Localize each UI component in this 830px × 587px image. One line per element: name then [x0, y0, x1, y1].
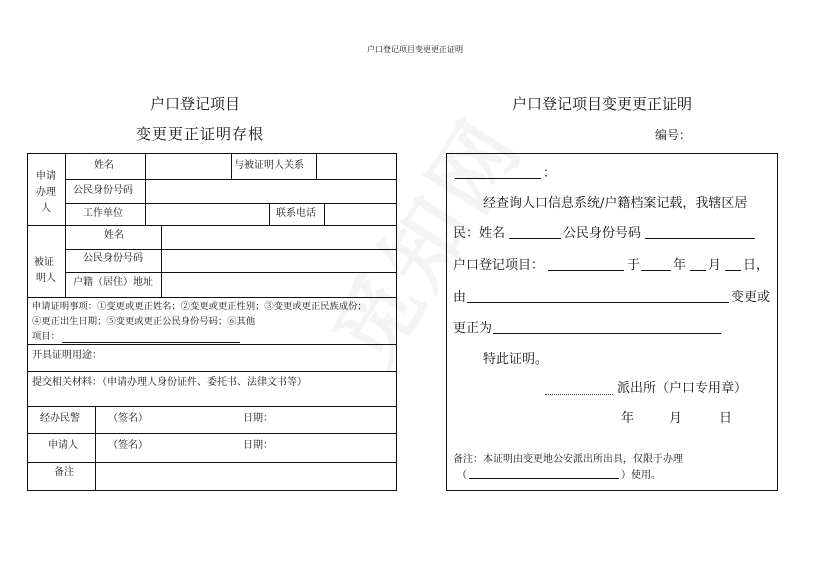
row-divider — [28, 433, 396, 434]
recipient-colon: ： — [543, 166, 557, 181]
column-divider — [161, 225, 162, 297]
subject-address-label: 户籍（居住）地址 — [73, 277, 153, 288]
column-divider — [145, 154, 146, 179]
year-blank — [641, 270, 671, 271]
body-line4-change: 变更或 — [731, 290, 771, 305]
matters-line2: ④更正出生日期；⑤变更或更正公民身份号码；⑥其他 — [32, 316, 256, 327]
date-year: 年 — [621, 411, 635, 426]
column-divider — [231, 154, 232, 179]
recipient-blank — [455, 178, 541, 179]
body-line6: 特此证明。 — [483, 352, 549, 367]
stub-title-line2: 变更更正证明存根 — [136, 125, 265, 143]
body-line2-id: 公民身份号码 — [563, 226, 642, 241]
column-divider — [316, 154, 317, 179]
applicant-id-label: 公民身份号码 — [73, 185, 133, 196]
certificate-number-label: 编号： — [655, 128, 692, 142]
other-item-blank — [62, 342, 240, 343]
applicant-label-line3: 人 — [41, 203, 51, 214]
document-title: 户口登记项目变更更正证明 — [367, 45, 463, 54]
body-line3-year: 年 — [673, 258, 687, 273]
day-blank — [725, 270, 741, 271]
applicant-date: 日期： — [243, 440, 273, 451]
column-divider — [145, 179, 146, 203]
row-divider — [28, 297, 396, 298]
body-line3-item: 户口登记项目： — [453, 258, 545, 273]
name-blank — [509, 238, 561, 239]
row-divider — [28, 462, 396, 463]
subject-label-line2: 明人 — [36, 273, 56, 284]
subject-label-line1: 被证 — [34, 257, 54, 268]
relation-label: 与被证明人关系 — [234, 160, 304, 171]
column-divider — [65, 154, 66, 297]
note-line2-close: ）使用。 — [621, 470, 661, 481]
row-divider — [65, 179, 396, 180]
officer-sign: （签名） — [108, 413, 148, 424]
applicant-sign-label: 申请人 — [48, 440, 78, 451]
row-divider — [65, 249, 396, 250]
subject-name-label: 姓名 — [104, 230, 124, 241]
officer-date: 日期： — [243, 413, 273, 424]
note-line1: 备注：本证明由变更地公安派出所出具，仅限于办理 — [453, 454, 683, 465]
date-month: 月 — [669, 411, 683, 426]
column-divider — [95, 406, 96, 490]
column-divider — [324, 203, 325, 225]
date-day: 日 — [719, 411, 733, 426]
applicant-label-line2: 办理 — [36, 187, 56, 198]
station-blank — [545, 394, 613, 395]
certificate-title: 户口登记项目变更更正证明 — [512, 95, 693, 113]
month-blank — [690, 270, 706, 271]
applicant-label-line1: 申请 — [36, 171, 56, 182]
row-divider — [28, 406, 396, 407]
phone-label: 联系电话 — [276, 208, 316, 219]
note-blank — [469, 478, 619, 479]
matters-line1: 申请证明事项：①变更或更正姓名；②变更或更正性别；③变更或更正民族成份； — [32, 301, 367, 312]
body-line3-on: 于 — [627, 258, 641, 273]
row-divider — [28, 344, 396, 345]
item-blank — [548, 270, 624, 271]
remark-label: 备注 — [54, 467, 74, 478]
id-number-blank — [645, 238, 755, 239]
from-blank — [467, 302, 729, 303]
stub-form-table — [27, 153, 397, 491]
certificate-box — [446, 153, 778, 491]
body-line3-day: 日， — [743, 258, 770, 273]
body-line2-name: 民：姓名 — [453, 226, 506, 241]
applicant-sign: （签名） — [108, 440, 148, 451]
employer-label: 工作单位 — [83, 208, 123, 219]
to-blank — [493, 333, 721, 334]
column-divider — [269, 203, 270, 225]
row-divider — [65, 203, 396, 204]
applicant-name-label: 姓名 — [94, 160, 114, 171]
body-line1: 经查询人口信息系统/户籍档案记载，我辖区居 — [483, 196, 748, 211]
subject-id-label: 公民身份号码 — [83, 253, 143, 264]
body-line4-from: 由 — [453, 290, 467, 305]
row-divider — [28, 371, 396, 372]
note-line2-open: （ — [457, 470, 467, 481]
purpose-label: 开具证明用途： — [32, 350, 102, 361]
body-line5-to: 更正为 — [453, 321, 493, 336]
matters-line3: 项目： — [32, 331, 60, 342]
stub-title-line1: 户口登记项目 — [150, 95, 241, 113]
body-line3-month: 月 — [708, 258, 722, 273]
column-divider — [145, 203, 146, 225]
officer-label: 经办民警 — [40, 413, 80, 424]
stamp-label: 派出所（户口专用章） — [617, 381, 748, 396]
row-divider — [28, 225, 396, 226]
row-divider — [65, 272, 396, 273]
materials-label: 提交相关材料：（申请办理人身份证件、委托书、法律文书等） — [32, 377, 307, 388]
